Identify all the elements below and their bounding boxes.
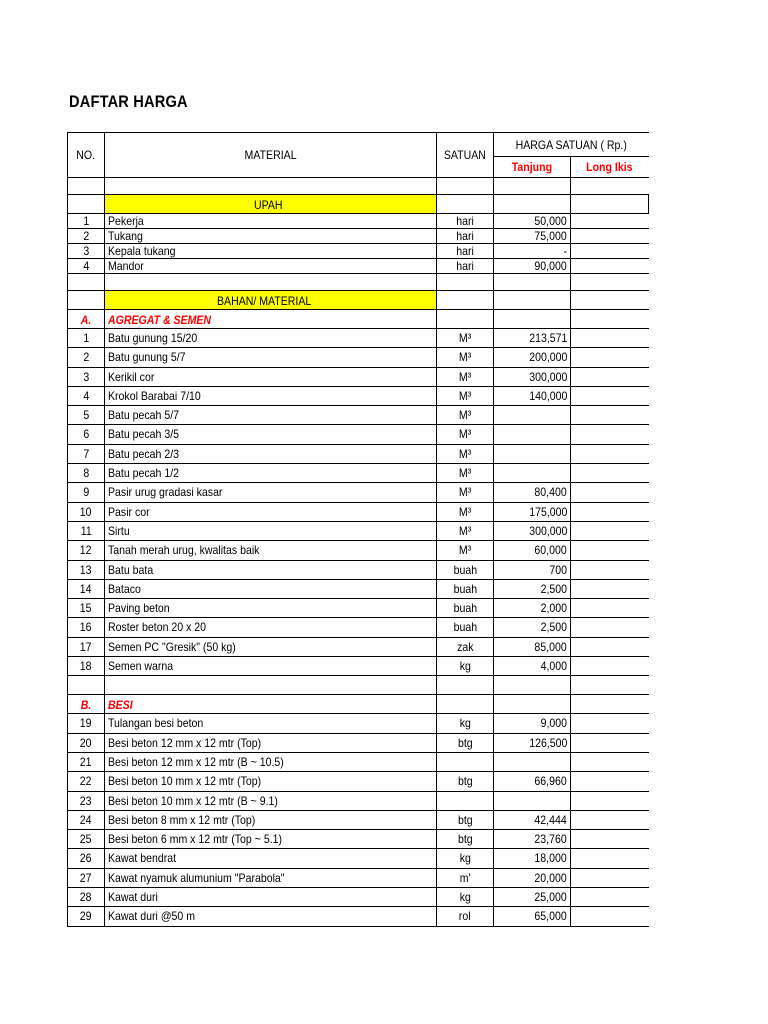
upah-header — [68, 195, 649, 214]
table-row — [68, 386, 649, 405]
table-row — [68, 579, 649, 598]
item-number: 7 — [68, 444, 105, 463]
table-row — [68, 907, 649, 926]
item-name: Kawat duri — [105, 888, 437, 907]
item-name: Tukang — [105, 229, 437, 244]
item-price-long-ikis — [571, 464, 649, 483]
table-row — [68, 868, 649, 887]
item-price-tanjung: 90,000 — [494, 259, 571, 274]
empty-cell — [437, 195, 494, 214]
empty-cell — [494, 310, 571, 329]
table-row — [68, 329, 649, 348]
upah-header-label: UPAH — [105, 195, 437, 214]
header-material: MATERIAL — [105, 133, 437, 178]
table-row — [68, 657, 649, 676]
empty-cell — [68, 274, 105, 291]
table-row — [68, 752, 649, 771]
item-price-long-ikis — [571, 244, 649, 259]
item-name: Roster beton 20 x 20 — [105, 618, 437, 637]
item-unit: kg — [437, 849, 494, 868]
item-price-long-ikis — [571, 618, 649, 637]
item-unit: zak — [437, 637, 494, 656]
item-price-long-ikis — [571, 386, 649, 405]
item-number: 8 — [68, 464, 105, 483]
item-number: 1 — [68, 214, 105, 229]
item-unit: hari — [437, 229, 494, 244]
empty-cell — [494, 195, 571, 214]
item-number: 6 — [68, 425, 105, 444]
table-row — [68, 464, 649, 483]
empty-cell — [437, 274, 494, 291]
item-price-tanjung: 66,960 — [494, 772, 571, 791]
item-name: Besi beton 10 mm x 12 mtr (Top) — [105, 772, 437, 791]
document-title: DAFTAR HARGA — [69, 92, 188, 111]
table-row — [68, 229, 649, 244]
empty-cell — [437, 695, 494, 714]
item-name: Batu gunung 5/7 — [105, 348, 437, 367]
empty-cell — [571, 291, 649, 310]
table-row — [68, 521, 649, 540]
item-unit: M³ — [437, 444, 494, 463]
item-unit: M³ — [437, 406, 494, 425]
empty-cell — [105, 676, 437, 695]
item-number: 13 — [68, 560, 105, 579]
empty-cell — [437, 310, 494, 329]
empty-cell — [571, 310, 649, 329]
item-unit: M³ — [437, 386, 494, 405]
empty-cell — [571, 274, 649, 291]
item-number: 15 — [68, 599, 105, 618]
item-price-tanjung: 18,000 — [494, 849, 571, 868]
item-price-long-ikis — [571, 541, 649, 560]
table-row — [68, 367, 649, 386]
item-price-long-ikis — [571, 406, 649, 425]
table-row — [68, 244, 649, 259]
item-unit: M³ — [437, 367, 494, 386]
item-name: Bataco — [105, 579, 437, 598]
item-price-tanjung — [494, 464, 571, 483]
table-row — [68, 830, 649, 849]
item-number: 11 — [68, 521, 105, 540]
item-price-tanjung — [494, 425, 571, 444]
item-number: 4 — [68, 386, 105, 405]
item-name: Krokol Barabai 7/10 — [105, 386, 437, 405]
item-name: Semen PC "Gresik" (50 kg) — [105, 637, 437, 656]
empty-cell — [437, 178, 494, 195]
item-number: 22 — [68, 772, 105, 791]
item-name: Pasir cor — [105, 502, 437, 521]
empty-cell — [571, 676, 649, 695]
item-price-tanjung: 50,000 — [494, 214, 571, 229]
table-row — [68, 502, 649, 521]
item-number: 4 — [68, 259, 105, 274]
table-row — [68, 259, 649, 274]
item-number: 25 — [68, 830, 105, 849]
item-price-tanjung: 9,000 — [494, 714, 571, 733]
item-price-long-ikis — [571, 599, 649, 618]
item-name: Kepala tukang — [105, 244, 437, 259]
item-number: 21 — [68, 752, 105, 771]
item-unit: m' — [437, 868, 494, 887]
item-number: 29 — [68, 907, 105, 926]
item-name: Pekerja — [105, 214, 437, 229]
item-price-tanjung — [494, 752, 571, 771]
item-name: Besi beton 8 mm x 12 mtr (Top) — [105, 810, 437, 829]
header-location-long-ikis: Long Ikis — [571, 157, 649, 178]
item-number: 14 — [68, 579, 105, 598]
section-b-header-letter: B. — [68, 695, 105, 714]
item-number: 27 — [68, 868, 105, 887]
item-unit: M³ — [437, 329, 494, 348]
item-price-tanjung — [494, 791, 571, 810]
item-number: 10 — [68, 502, 105, 521]
item-unit: M³ — [437, 483, 494, 502]
item-name: Pasir urug gradasi kasar — [105, 483, 437, 502]
item-price-long-ikis — [571, 229, 649, 244]
section-a-header-label: AGREGAT & SEMEN — [105, 310, 437, 329]
table-row — [68, 599, 649, 618]
table-row — [68, 541, 649, 560]
section-a-header-letter: A. — [68, 310, 105, 329]
item-number: 24 — [68, 810, 105, 829]
item-price-tanjung: 213,571 — [494, 329, 571, 348]
item-price-tanjung: 42,444 — [494, 810, 571, 829]
item-price-tanjung: 20,000 — [494, 868, 571, 887]
item-price-long-ikis — [571, 483, 649, 502]
item-price-tanjung: 75,000 — [494, 229, 571, 244]
item-name: Batu pecah 2/3 — [105, 444, 437, 463]
blank-row — [68, 274, 649, 291]
table-row — [68, 888, 649, 907]
item-number: 19 — [68, 714, 105, 733]
item-price-long-ikis — [571, 907, 649, 926]
item-number: 9 — [68, 483, 105, 502]
item-unit: btg — [437, 733, 494, 752]
item-name: Batu pecah 5/7 — [105, 406, 437, 425]
bahan-material-header — [68, 291, 649, 310]
item-number: 17 — [68, 637, 105, 656]
table-row — [68, 791, 649, 810]
item-number: 1 — [68, 329, 105, 348]
empty-cell — [571, 695, 649, 714]
item-price-long-ikis — [571, 329, 649, 348]
item-price-long-ikis — [571, 259, 649, 274]
item-name: Semen warna — [105, 657, 437, 676]
table-row — [68, 772, 649, 791]
table-row — [68, 214, 649, 229]
item-price-long-ikis — [571, 714, 649, 733]
empty-cell — [494, 676, 571, 695]
item-name: Besi beton 12 mm x 12 mtr (B ~ 10.5) — [105, 752, 437, 771]
item-unit: btg — [437, 810, 494, 829]
item-price-long-ikis — [571, 791, 649, 810]
item-name: Tulangan besi beton — [105, 714, 437, 733]
table-row — [68, 714, 649, 733]
item-price-long-ikis — [571, 214, 649, 229]
item-price-long-ikis — [571, 521, 649, 540]
item-number: 20 — [68, 733, 105, 752]
item-price-long-ikis — [571, 579, 649, 598]
empty-cell — [571, 178, 649, 195]
header-harga-satuan: HARGA SATUAN ( Rp.) — [494, 133, 649, 157]
item-price-long-ikis — [571, 502, 649, 521]
item-price-long-ikis — [571, 425, 649, 444]
item-price-tanjung: 2,000 — [494, 599, 571, 618]
item-unit: buah — [437, 560, 494, 579]
item-unit: hari — [437, 214, 494, 229]
table-row — [68, 444, 649, 463]
table-row — [68, 348, 649, 367]
item-name: Kawat nyamuk alumunium "Parabola" — [105, 868, 437, 887]
item-name: Besi beton 10 mm x 12 mtr (B ~ 9.1) — [105, 791, 437, 810]
table-row — [68, 425, 649, 444]
empty-cell — [494, 178, 571, 195]
item-number: 28 — [68, 888, 105, 907]
item-name: Batu pecah 3/5 — [105, 425, 437, 444]
section-b-header-label: BESI — [105, 695, 437, 714]
item-price-tanjung: - — [494, 244, 571, 259]
item-number: 3 — [68, 367, 105, 386]
item-price-long-ikis — [571, 772, 649, 791]
bahan-material-header-label: BAHAN/ MATERIAL — [105, 291, 437, 310]
item-name: Kawat bendrat — [105, 849, 437, 868]
item-unit: kg — [437, 714, 494, 733]
item-price-tanjung: 80,400 — [494, 483, 571, 502]
item-name: Batu bata — [105, 560, 437, 579]
item-price-long-ikis — [571, 367, 649, 386]
empty-cell — [68, 178, 105, 195]
item-price-tanjung: 300,000 — [494, 367, 571, 386]
item-price-long-ikis — [571, 888, 649, 907]
empty-cell — [494, 291, 571, 310]
item-unit: kg — [437, 888, 494, 907]
item-price-tanjung: 700 — [494, 560, 571, 579]
item-unit: rol — [437, 907, 494, 926]
empty-cell — [494, 274, 571, 291]
item-unit: btg — [437, 830, 494, 849]
empty-cell — [494, 695, 571, 714]
section-b-header — [68, 695, 649, 714]
item-number: 12 — [68, 541, 105, 560]
item-name: Tanah merah urug, kwalitas baik — [105, 541, 437, 560]
empty-cell — [68, 676, 105, 695]
item-price-long-ikis — [571, 849, 649, 868]
blank-row — [68, 178, 649, 195]
item-unit — [437, 791, 494, 810]
item-price-tanjung: 2,500 — [494, 618, 571, 637]
item-unit: buah — [437, 618, 494, 637]
header-satuan: SATUAN — [437, 133, 494, 178]
item-price-long-ikis — [571, 348, 649, 367]
table-row — [68, 406, 649, 425]
item-price-long-ikis — [571, 810, 649, 829]
empty-cell — [105, 274, 437, 291]
item-price-tanjung: 4,000 — [494, 657, 571, 676]
item-number: 5 — [68, 406, 105, 425]
item-price-tanjung — [494, 406, 571, 425]
item-price-tanjung: 60,000 — [494, 541, 571, 560]
item-name: Batu gunung 15/20 — [105, 329, 437, 348]
item-price-tanjung: 200,000 — [494, 348, 571, 367]
table-row — [68, 618, 649, 637]
item-name: Mandor — [105, 259, 437, 274]
empty-cell — [437, 291, 494, 310]
header-location-tanjung: Tanjung — [494, 157, 571, 178]
header-row — [68, 133, 649, 157]
item-number: 26 — [68, 849, 105, 868]
empty-cell — [105, 178, 437, 195]
item-price-tanjung: 175,000 — [494, 502, 571, 521]
item-unit — [437, 752, 494, 771]
item-number: 23 — [68, 791, 105, 810]
item-number: 18 — [68, 657, 105, 676]
item-unit: M³ — [437, 425, 494, 444]
item-unit: M³ — [437, 521, 494, 540]
item-unit: kg — [437, 657, 494, 676]
item-price-tanjung: 25,000 — [494, 888, 571, 907]
item-price-long-ikis — [571, 560, 649, 579]
item-price-long-ikis — [571, 752, 649, 771]
item-name: Paving beton — [105, 599, 437, 618]
price-table — [67, 132, 649, 927]
item-unit: M³ — [437, 541, 494, 560]
item-unit: buah — [437, 599, 494, 618]
item-price-long-ikis — [571, 657, 649, 676]
item-name: Besi beton 6 mm x 12 mtr (Top ~ 5.1) — [105, 830, 437, 849]
item-price-long-ikis — [571, 868, 649, 887]
header-no: NO. — [68, 133, 105, 178]
item-unit: hari — [437, 244, 494, 259]
section-a-header — [68, 310, 649, 329]
table-row — [68, 637, 649, 656]
item-price-tanjung: 23,760 — [494, 830, 571, 849]
table-row — [68, 560, 649, 579]
item-number: 16 — [68, 618, 105, 637]
item-price-long-ikis — [571, 733, 649, 752]
item-price-long-ikis — [571, 830, 649, 849]
item-unit: M³ — [437, 348, 494, 367]
item-price-tanjung: 2,500 — [494, 579, 571, 598]
item-unit: buah — [437, 579, 494, 598]
item-number: 2 — [68, 229, 105, 244]
empty-cell — [68, 195, 105, 214]
item-price-tanjung: 300,000 — [494, 521, 571, 540]
item-price-tanjung: 140,000 — [494, 386, 571, 405]
item-price-tanjung: 65,000 — [494, 907, 571, 926]
item-unit: btg — [437, 772, 494, 791]
item-unit: M³ — [437, 502, 494, 521]
blank-row — [68, 676, 649, 695]
item-unit: M³ — [437, 464, 494, 483]
table-row — [68, 483, 649, 502]
table-row — [68, 733, 649, 752]
empty-cell — [437, 676, 494, 695]
item-unit: hari — [437, 259, 494, 274]
item-name: Kerikil cor — [105, 367, 437, 386]
table-row — [68, 849, 649, 868]
item-number: 2 — [68, 348, 105, 367]
item-price-long-ikis — [571, 637, 649, 656]
empty-cell — [571, 195, 649, 214]
table-row — [68, 810, 649, 829]
item-name: Kawat duri @50 m — [105, 907, 437, 926]
item-price-long-ikis — [571, 444, 649, 463]
empty-cell — [68, 291, 105, 310]
item-price-tanjung — [494, 444, 571, 463]
item-price-tanjung: 85,000 — [494, 637, 571, 656]
item-name: Sirtu — [105, 521, 437, 540]
item-name: Besi beton 12 mm x 12 mtr (Top) — [105, 733, 437, 752]
item-name: Batu pecah 1/2 — [105, 464, 437, 483]
item-price-tanjung: 126,500 — [494, 733, 571, 752]
item-number: 3 — [68, 244, 105, 259]
